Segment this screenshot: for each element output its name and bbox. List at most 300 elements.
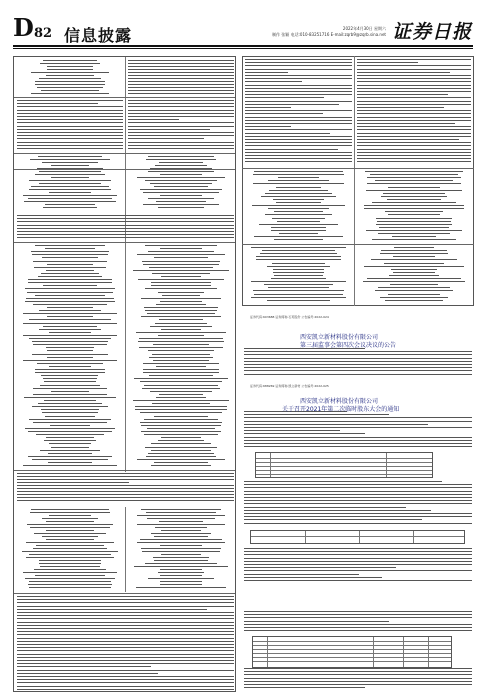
text-line — [46, 270, 95, 271]
text-line — [245, 149, 338, 150]
text-line — [364, 208, 465, 209]
text-line — [357, 81, 471, 82]
text-line — [17, 148, 123, 149]
text-line — [244, 548, 472, 549]
text-line — [245, 107, 291, 108]
text-line — [35, 575, 105, 576]
text-line — [17, 215, 234, 216]
text-line — [17, 473, 234, 474]
text-line — [262, 250, 334, 251]
text-line — [49, 443, 91, 444]
text-line — [245, 94, 352, 95]
text-line — [245, 88, 352, 89]
text-line — [245, 91, 352, 92]
text-line — [17, 631, 234, 632]
text-line — [29, 180, 112, 181]
text-line — [141, 509, 221, 510]
column-divider — [125, 57, 126, 472]
text-line — [387, 199, 440, 200]
text-line — [48, 462, 91, 463]
text-line — [17, 497, 234, 498]
text-line — [17, 609, 207, 610]
text-line — [17, 138, 123, 139]
text-line — [244, 614, 472, 615]
text-line — [152, 354, 211, 355]
text-line — [254, 236, 343, 237]
text-line — [51, 447, 89, 448]
text-line — [245, 101, 352, 102]
text-line — [144, 307, 218, 308]
text-line — [377, 221, 451, 222]
text-line — [34, 267, 106, 268]
text-line — [128, 106, 234, 107]
text-line — [137, 515, 226, 516]
text-line — [244, 671, 472, 672]
text-line — [245, 142, 352, 143]
text-line — [161, 530, 201, 531]
text-line — [17, 100, 123, 101]
text-line — [375, 180, 453, 181]
text-line — [35, 369, 105, 370]
text-line — [144, 434, 217, 435]
text-line — [17, 670, 234, 671]
text-line — [276, 187, 322, 188]
text-line — [26, 542, 113, 543]
text-line — [357, 85, 471, 86]
text-line — [357, 97, 471, 98]
text-line — [43, 378, 98, 379]
text-line — [267, 266, 330, 267]
text-line — [29, 587, 110, 588]
text-line — [41, 375, 98, 376]
text-line — [245, 158, 352, 159]
text-line — [389, 275, 440, 276]
text-line — [25, 428, 115, 429]
text-line — [268, 208, 329, 209]
text-line — [128, 116, 234, 117]
notice-company: 西安凯立新材料股份有限公司 — [300, 398, 379, 405]
text-line — [30, 527, 109, 528]
text-line — [244, 507, 406, 508]
text-line — [147, 518, 215, 519]
text-line — [245, 145, 352, 146]
text-line — [357, 113, 471, 114]
text-line — [128, 69, 234, 70]
text-line — [128, 66, 234, 67]
text-line — [160, 545, 203, 546]
text-line — [158, 292, 204, 293]
text-line — [146, 456, 216, 457]
text-line — [41, 273, 100, 274]
proposal-table — [255, 452, 433, 478]
text-line — [39, 310, 100, 311]
text-line — [277, 221, 321, 222]
text-line — [244, 558, 472, 559]
text-line — [149, 357, 214, 358]
text-line — [140, 381, 223, 382]
text-line — [38, 156, 101, 157]
text-line — [17, 129, 123, 130]
text-line — [357, 78, 471, 79]
text-line — [30, 512, 110, 513]
text-line — [17, 135, 123, 136]
text-line — [17, 644, 234, 645]
text-line — [148, 171, 215, 172]
text-line — [245, 113, 323, 114]
page-header — [0, 0, 484, 46]
text-line — [244, 580, 472, 581]
text-line — [17, 638, 234, 639]
text-line — [40, 385, 100, 386]
text-line — [43, 285, 97, 286]
text-line — [38, 403, 102, 404]
text-line — [159, 319, 203, 320]
left-column — [13, 56, 236, 692]
text-line — [394, 247, 434, 248]
text-line — [244, 440, 472, 441]
text-line — [154, 560, 208, 561]
text-line — [146, 159, 216, 160]
text-line — [139, 347, 223, 348]
text-line — [244, 491, 472, 492]
text-line — [17, 625, 234, 626]
text-line — [32, 354, 107, 355]
text-line — [367, 177, 461, 178]
text-line — [37, 87, 103, 88]
text-line — [375, 290, 452, 291]
text-line — [139, 338, 223, 339]
section-divider — [242, 244, 474, 245]
text-line — [357, 94, 448, 95]
text-line — [135, 406, 227, 407]
text-line — [251, 281, 345, 282]
text-line — [156, 201, 207, 202]
text-line — [49, 332, 91, 333]
text-line — [23, 572, 116, 573]
text-line — [29, 581, 111, 582]
text-line — [128, 126, 234, 127]
text-line — [253, 174, 345, 175]
text-line — [26, 557, 115, 558]
text-line — [35, 295, 105, 296]
text-line — [141, 431, 222, 432]
text-line — [145, 563, 217, 564]
issue-date: 2022年4月30日 星期六 — [342, 26, 386, 31]
text-line — [147, 428, 216, 429]
text-line — [245, 139, 352, 140]
text-line — [364, 205, 464, 206]
text-line — [244, 430, 340, 431]
text-line — [357, 139, 459, 140]
text-line — [245, 133, 330, 134]
text-line — [357, 145, 471, 146]
text-line — [244, 621, 389, 622]
text-line — [39, 183, 101, 184]
text-line — [151, 443, 211, 444]
text-line — [39, 329, 101, 330]
text-line — [17, 500, 234, 501]
text-line — [17, 686, 234, 687]
text-line — [46, 521, 93, 522]
text-line — [244, 364, 472, 365]
text-line — [160, 575, 202, 576]
text-line — [244, 487, 472, 488]
text-line — [45, 416, 96, 417]
text-line — [17, 628, 234, 629]
text-line — [142, 261, 220, 262]
text-line — [244, 481, 442, 482]
text-line — [244, 519, 422, 520]
text-line — [17, 650, 234, 651]
text-line — [367, 278, 462, 279]
text-line — [151, 450, 210, 451]
page-letter: D — [13, 13, 34, 42]
text-line — [23, 313, 118, 314]
text-line — [384, 263, 445, 264]
text-line — [357, 158, 471, 159]
text-line — [268, 287, 329, 288]
text-line — [128, 60, 234, 61]
text-line — [273, 269, 324, 270]
text-line — [42, 257, 99, 258]
text-line — [244, 446, 472, 447]
text-line — [137, 524, 226, 525]
text-line — [388, 187, 441, 188]
text-line — [161, 276, 200, 277]
text-line — [244, 433, 365, 434]
text-line — [17, 106, 123, 107]
text-line — [142, 551, 220, 552]
text-line — [244, 567, 396, 568]
text-line — [278, 177, 320, 178]
text-line — [31, 186, 109, 187]
text-line — [35, 174, 104, 175]
text-line — [17, 225, 234, 226]
text-line — [271, 230, 326, 231]
text-line — [17, 606, 234, 607]
text-line — [28, 431, 113, 432]
text-line — [245, 59, 352, 60]
text-line — [154, 186, 208, 187]
text-line — [370, 174, 457, 175]
text-line — [357, 126, 471, 127]
text-line — [17, 647, 234, 648]
text-line — [245, 120, 352, 121]
text-line — [152, 273, 210, 274]
text-line — [134, 566, 228, 567]
text-line — [44, 440, 97, 441]
text-line — [31, 251, 109, 252]
text-line — [136, 332, 226, 333]
text-line — [145, 288, 217, 289]
text-line — [47, 307, 93, 308]
text-line — [357, 149, 471, 150]
text-line — [128, 122, 234, 123]
text-line — [36, 545, 104, 546]
text-line — [273, 199, 324, 200]
text-line — [160, 195, 202, 196]
text-line — [251, 297, 347, 298]
text-line — [38, 276, 101, 277]
text-line — [29, 189, 111, 190]
text-line — [381, 250, 448, 251]
text-line — [254, 171, 344, 172]
text-line — [46, 75, 94, 76]
text-line — [385, 211, 443, 212]
text-line — [35, 372, 105, 373]
text-line — [244, 678, 472, 679]
text-line — [41, 409, 99, 410]
text-line — [245, 97, 324, 98]
text-line — [244, 427, 472, 428]
text-line — [17, 145, 123, 146]
text-line — [251, 247, 345, 248]
text-line — [43, 207, 98, 208]
text-line — [274, 211, 322, 212]
text-line — [25, 578, 115, 579]
text-line — [392, 236, 436, 237]
text-line — [32, 341, 108, 342]
text-line — [272, 218, 326, 219]
text-line — [128, 145, 234, 146]
section-divider — [14, 242, 236, 243]
section-divider — [242, 168, 474, 169]
text-line — [48, 453, 93, 454]
text-line — [244, 617, 472, 618]
text-line — [128, 138, 204, 139]
text-line — [17, 113, 123, 114]
text-line — [156, 304, 207, 305]
text-line — [143, 204, 219, 205]
text-line — [380, 253, 449, 254]
text-line — [274, 275, 323, 276]
text-line — [35, 84, 106, 85]
text-line — [137, 177, 225, 178]
text-line — [244, 668, 472, 669]
text-line — [42, 162, 98, 163]
text-line — [27, 524, 112, 525]
text-line — [245, 155, 352, 156]
text-line — [161, 329, 200, 330]
text-line — [143, 264, 219, 265]
text-line — [153, 557, 209, 558]
text-line — [151, 285, 212, 286]
text-line — [133, 270, 228, 271]
text-line — [40, 566, 100, 567]
text-line — [145, 180, 216, 181]
text-line — [357, 161, 471, 162]
text-line — [245, 72, 288, 73]
text-line — [244, 630, 472, 631]
text-line — [378, 287, 450, 288]
text-line — [31, 72, 110, 73]
text-line — [33, 261, 107, 262]
text-line — [128, 84, 234, 85]
text-line — [245, 117, 352, 118]
text-line — [245, 85, 352, 86]
text-line — [47, 357, 94, 358]
text-line — [32, 459, 107, 460]
text-line — [143, 363, 220, 364]
text-line — [39, 171, 102, 172]
text-line — [143, 369, 219, 370]
text-line — [244, 437, 472, 438]
text-line — [145, 310, 217, 311]
notice-meta: 证券代码:603688 证券简称:石英股份 公告编号:2022-024 — [250, 315, 329, 319]
text-line — [244, 577, 382, 578]
text-line — [154, 416, 209, 417]
text-line — [39, 78, 101, 79]
text-line — [357, 120, 471, 121]
text-line — [363, 281, 464, 282]
text-line — [141, 548, 221, 549]
text-line — [244, 358, 472, 359]
text-line — [23, 323, 118, 324]
column-divider — [125, 507, 126, 592]
text-line — [244, 554, 472, 555]
text-line — [268, 180, 329, 181]
text-line — [155, 527, 207, 528]
text-line — [388, 294, 440, 295]
text-line — [245, 65, 352, 66]
text-line — [33, 394, 106, 395]
text-line — [51, 165, 90, 166]
text-line — [245, 78, 352, 79]
text-line — [134, 378, 229, 379]
text-line — [29, 419, 111, 420]
text-line — [40, 450, 101, 451]
text-line — [33, 548, 107, 549]
text-line — [44, 400, 96, 401]
text-line — [144, 385, 218, 386]
text-line — [244, 421, 472, 422]
text-line — [17, 654, 234, 655]
text-line — [245, 69, 352, 70]
text-line — [17, 618, 234, 619]
text-line — [379, 227, 449, 228]
text-line — [393, 272, 435, 273]
text-line — [17, 602, 234, 603]
text-line — [245, 104, 339, 105]
text-line — [46, 530, 94, 531]
text-line — [357, 88, 471, 89]
text-line — [45, 248, 96, 249]
text-line — [128, 93, 234, 94]
text-line — [357, 91, 471, 92]
column-divider — [354, 56, 355, 306]
text-line — [264, 284, 333, 285]
text-line — [357, 59, 471, 60]
text-line — [128, 148, 234, 149]
text-line — [17, 679, 234, 680]
text-line — [244, 443, 472, 444]
text-line — [154, 462, 207, 463]
text-line — [128, 72, 234, 73]
proxy-table — [252, 636, 452, 668]
text-line — [381, 196, 448, 197]
text-line — [50, 425, 90, 426]
text-line — [141, 425, 221, 426]
text-line — [371, 259, 458, 260]
text-line — [366, 230, 461, 231]
text-line — [32, 406, 108, 407]
text-line — [390, 284, 437, 285]
text-line — [244, 684, 472, 685]
text-line — [244, 564, 472, 565]
text-line — [357, 75, 471, 76]
text-line — [39, 560, 102, 561]
text-line — [148, 198, 214, 199]
